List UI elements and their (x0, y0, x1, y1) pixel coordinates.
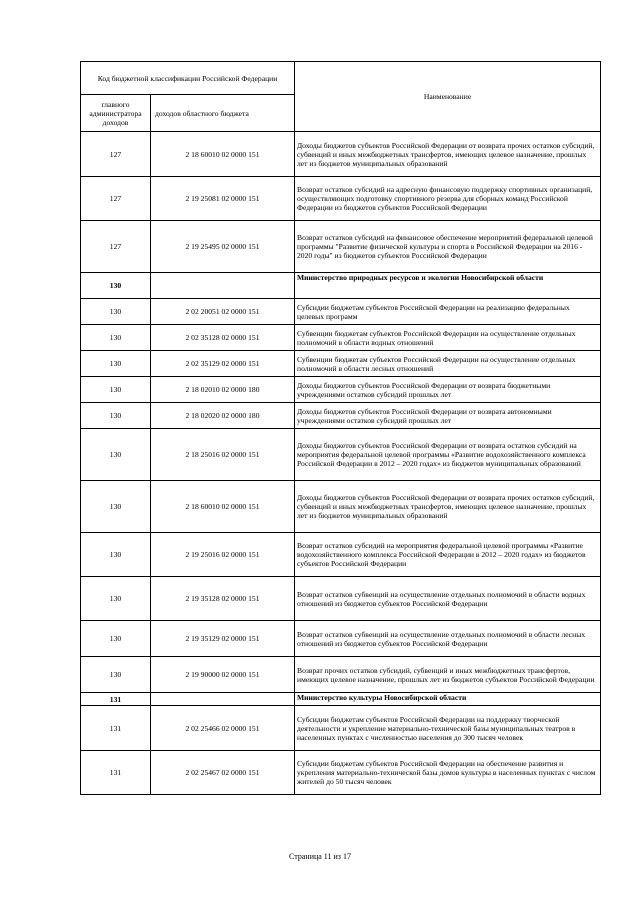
table-row (81, 706, 601, 751)
income-code-cell: 2 02 35129 02 0000 151 (151, 351, 295, 377)
name-cell: Министерство культуры Новосибирской области (295, 693, 601, 706)
table-row (81, 299, 601, 325)
table-row (81, 751, 601, 795)
admin-code-cell: 127 (81, 221, 151, 273)
table-row (81, 351, 601, 377)
admin-code-cell: 131 (81, 693, 151, 706)
table-row (81, 621, 601, 657)
table-row (81, 429, 601, 481)
income-code-cell: 2 18 25016 02 0000 151 (151, 429, 295, 481)
admin-code-cell: 130 (81, 325, 151, 351)
income-code-cell: 2 02 20051 02 0000 151 (151, 299, 295, 325)
table-row (81, 377, 601, 403)
income-code-cell: 2 02 25467 02 0000 151 (151, 751, 295, 795)
admin-code-cell: 130 (81, 273, 151, 299)
admin-code-cell: 131 (81, 751, 151, 795)
table-row (81, 403, 601, 429)
table-row (81, 657, 601, 693)
table-row (81, 132, 601, 177)
admin-code-cell: 130 (81, 377, 151, 403)
page-number: Страница 11 из 17 (289, 852, 351, 861)
admin-code-cell: 130 (81, 351, 151, 377)
income-code-cell (151, 693, 295, 706)
admin-code-cell: 127 (81, 132, 151, 177)
name-header: Наименование (295, 62, 601, 132)
name-cell: Доходы бюджетов субъектов Российской Федерации от возврата прочих остатков субсидий, субвенций и иных межбюджетных трансфертов, имеющих целевое назначение, прошлых лет из бюджетов муниципальных образований (295, 481, 601, 533)
ministry-row (81, 273, 601, 299)
name-cell: Субсидии бюджетам субъектов Российской Федерации на обеспечение развития и укрепления материально-технической базы домов культуры в населенных пунктах с числом жителей до 50 тысяч человек (295, 751, 601, 795)
admin-code-cell: 130 (81, 621, 151, 657)
name-cell: Возврат остатков субсидий на адресную финансовую поддержку спортивных организаций, осуществляющих подготовку спортивного резерва для сборных команд Российской Федерации из бюджетов субъектов Российской Федерации (295, 177, 601, 221)
income-code-cell: 2 19 35129 02 0000 151 (151, 621, 295, 657)
income-code-cell: 2 19 35128 02 0000 151 (151, 577, 295, 621)
admin-code-cell: 127 (81, 177, 151, 221)
ministry-row (81, 693, 601, 706)
table-row (81, 177, 601, 221)
name-cell: Субсидии бюджетам субъектов Российской Федерации на поддержку творческой деятельности и укрепление материально-технической базы муниципальных театров в населенных пунктах с численностью населения до 300 тысяч человек (295, 706, 601, 751)
name-cell: Возврат остатков субсидий на мероприятия федеральной целевой программы «Развитие водохозяйственного комплекса Российской Федерации в 2012 – 2020 годах» из бюджетов субъектов Российской Федерации (295, 533, 601, 577)
name-cell: Возврат остатков субсидий на финансовое обеспечение мероприятий федеральной целевой программы "Развитие физической культуры и спорта в Российской Федерации на 2016 - 2020 годы" из бюджетов субъектов Российской Федерации (295, 221, 601, 273)
income-code-cell: 2 02 25466 02 0000 151 (151, 706, 295, 751)
income-code-cell: 2 02 35128 02 0000 151 (151, 325, 295, 351)
name-cell: Возврат остатков субвенций на осуществление отдельных полномочий в области лесных отношений из бюджетов субъектов Российской Федерации (295, 621, 601, 657)
table-body (81, 132, 601, 795)
income-code-cell: 2 18 60010 02 0000 151 (151, 132, 295, 177)
table-row (81, 325, 601, 351)
income-code-cell: 2 19 25081 02 0000 151 (151, 177, 295, 221)
name-cell: Возврат прочих остатков субсидий, субвенций и иных межбюджетных трансфертов, имеющих целевое назначение, прошлых лет из бюджетов субъектов Российской Федерации (295, 657, 601, 693)
income-code-cell: 2 19 25495 02 0000 151 (151, 221, 295, 273)
name-cell: Субвенции бюджетам субъектов Российской Федерации на осуществление отдельных полномочий в области лесных отношений (295, 351, 601, 377)
name-cell: Министерство природных ресурсов и экологии Новосибирской области (295, 273, 601, 299)
table-row (81, 533, 601, 577)
table-row (81, 481, 601, 533)
name-cell: Доходы бюджетов субъектов Российской Федерации от возврата остатков субсидий на мероприятия федеральной целевой программы «Развитие водохозяйственного комплекса Российской Федерации в 2012 – 2020 годах» из бюджетов муниципальных образований (295, 429, 601, 481)
admin-code-cell: 130 (81, 299, 151, 325)
admin-code-cell: 130 (81, 481, 151, 533)
income-code-cell: 2 19 25016 02 0000 151 (151, 533, 295, 577)
budget-classification-table (80, 61, 601, 795)
income-code-cell: 2 18 60010 02 0000 151 (151, 481, 295, 533)
name-cell: Доходы бюджетов субъектов Российской Федерации от возврата автономными учреждениями остатков субсидий прошлых лет (295, 403, 601, 429)
admin-code-cell: 130 (81, 533, 151, 577)
income-code-cell: 2 18 02010 02 0000 180 (151, 377, 295, 403)
table-row (81, 577, 601, 621)
name-cell: Доходы бюджетов субъектов Российской Федерации от возврата бюджетными учреждениями остатков субсидий прошлых лет (295, 377, 601, 403)
table-row (81, 221, 601, 273)
kbk-header: Код бюджетной классификации Российской Федерации (81, 62, 295, 95)
name-cell: Субвенции бюджетам субъектов Российской Федерации на осуществление отдельных полномочий в области водных отношений (295, 325, 601, 351)
income-code-cell: 2 19 90000 02 0000 151 (151, 657, 295, 693)
income-column-header: доходов областного бюджета (151, 95, 295, 132)
admin-code-cell: 131 (81, 706, 151, 751)
admin-code-cell: 130 (81, 657, 151, 693)
admin-code-cell: 130 (81, 429, 151, 481)
admin-code-cell: 130 (81, 577, 151, 621)
income-code-cell: 2 18 02020 02 0000 180 (151, 403, 295, 429)
name-cell: Субсидии бюджетам субъектов Российской Федерации на реализацию федеральных целевых программ (295, 299, 601, 325)
admin-column-header: главного администратора доходов (81, 95, 151, 132)
admin-code-cell: 130 (81, 403, 151, 429)
name-cell: Доходы бюджетов субъектов Российской Федерации от возврата прочих остатков субсидий, субвенций и иных межбюджетных трансфертов, имеющих целевое назначение, прошлых лет из бюджетов муниципальных образований (295, 132, 601, 177)
income-code-cell (151, 273, 295, 299)
name-cell: Возврат остатков субвенций на осуществление отдельных полномочий в области водных отношений из бюджетов субъектов Российской Федерации (295, 577, 601, 621)
